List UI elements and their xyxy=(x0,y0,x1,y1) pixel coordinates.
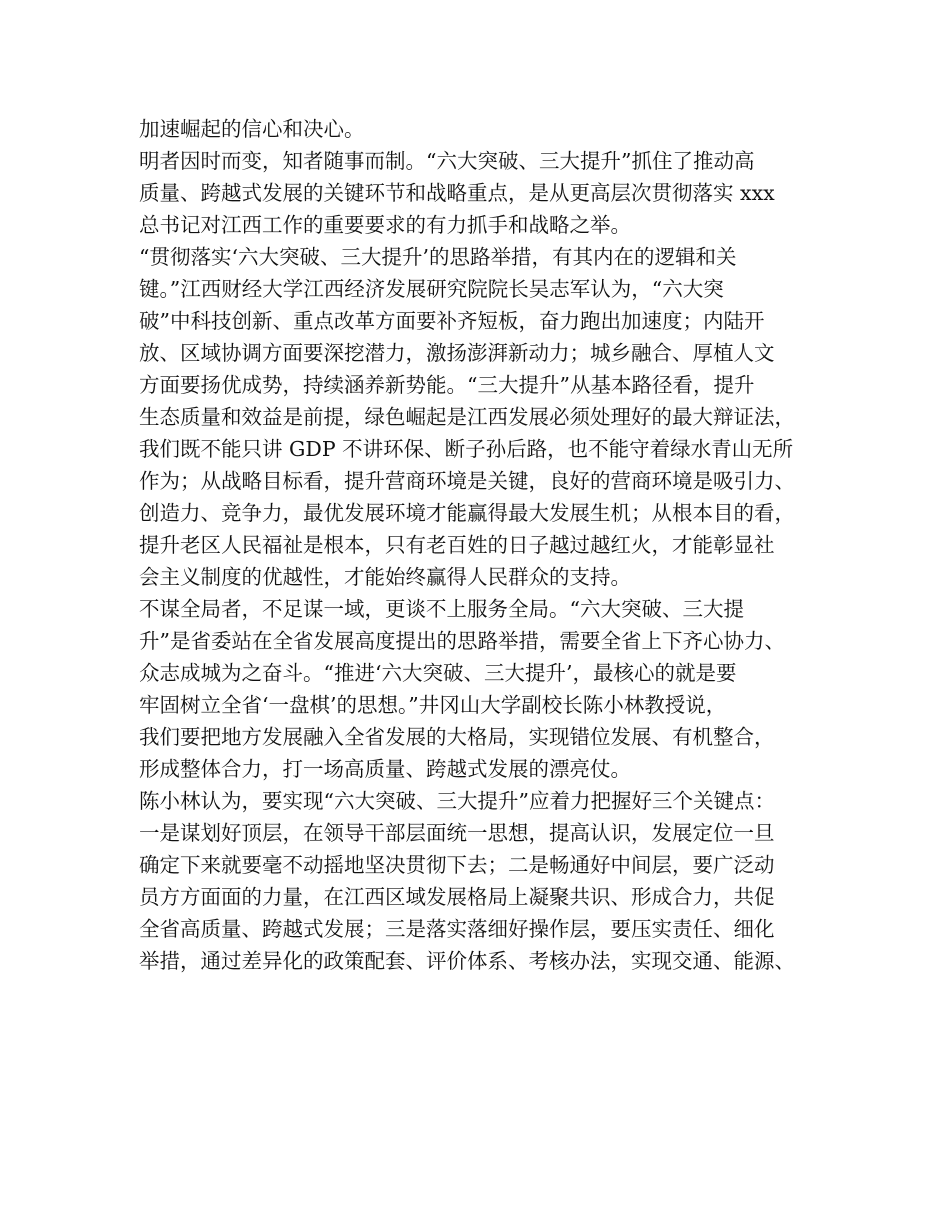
text-line: 一是谋划好顶层，在领导干部层面统一思想，提高认识，发展定位一旦 xyxy=(139,821,775,845)
text-line: 方面要扬优成势，持续涵养新势能。“三大提升”从基本路径看，提升 xyxy=(139,373,755,397)
text-line: 牢固树立全省‘一盘棋’的思想。”井冈山大学副校长陈小林教授说， xyxy=(139,693,727,717)
text-line: 作为；从战略目标看，提升营商环境是关键，良好的营商环境是吸引力、 xyxy=(139,469,795,493)
text-line: 举措，通过差异化的政策配套、评价体系、考核办法，实现交通、能源、 xyxy=(139,949,795,973)
text-line: 会主义制度的优越性，才能始终赢得人民群众的支持。 xyxy=(139,565,631,589)
text-line: 陈小林认为，要实现“六大突破、三大提升”应着力把握好三个关键点： xyxy=(139,789,775,813)
text-line: 全省高质量、跨越式发展；三是落实落细好操作层，要压实责任、细化 xyxy=(139,917,775,941)
text-line: 生态质量和效益是前提，绿色崛起是江西发展必须处理好的最大辩证法， xyxy=(139,405,795,429)
text-line: 创造力、竞争力，最优发展环境才能赢得最大发展生机；从根本目的看， xyxy=(139,501,795,525)
text-line: 键。”江西财经大学江西经济发展研究院院长吴志军认为，“六大突 xyxy=(139,277,724,301)
text-line: 员方方面面的力量，在江西区域发展格局上凝聚共识、形成合力，共促 xyxy=(139,885,775,909)
text-line: 确定下来就要毫不动摇地坚决贯彻下去；二是畅通好中间层，要广泛动 xyxy=(139,853,775,877)
text-line: 形成整体合力，打一场高质量、跨越式发展的漂亮仗。 xyxy=(139,757,631,781)
text-line: 加速崛起的信心和决心。 xyxy=(139,117,365,141)
text-line: 不谋全局者，不足谋一域，更谈不上服务全局。“六大突破、三大提 xyxy=(139,597,744,621)
text-line: 众志成城为之奋斗。“推进‘六大突破、三大提升’，最核心的就是要 xyxy=(139,661,737,685)
text-line: 破”中科技创新、重点改革方面要补齐短板，奋力跑出加速度；内陆开 xyxy=(139,309,765,333)
text-line: 明者因时而变，知者随事而制。“六大突破、三大提升”抓住了推动高 xyxy=(139,149,755,173)
text-line: 升”是省委站在全省发展高度提出的思路举措，需要全省上下齐心协力、 xyxy=(139,629,785,653)
text-line: 质量、跨越式发展的关键环节和战略重点，是从更高层次贯彻落实 xxx xyxy=(139,181,775,205)
text-line: 放、区域协调方面要深挖潜力，激扬澎湃新动力；城乡融合、厚植人文 xyxy=(139,341,775,365)
text-line: 提升老区人民福祉是根本，只有老百姓的日子越过越红火，才能彰显社 xyxy=(139,533,775,557)
document-body xyxy=(139,113,829,977)
text-line: 我们要把地方发展融入全省发展的大格局，实现错位发展、有机整合， xyxy=(139,725,775,749)
text-line: 我们既不能只讲 GDP 不讲环保、断子孙后路，也不能守着绿水青山无所 xyxy=(139,437,794,461)
text-line: “贯彻落实‘六大突破、三大提升’的思路举措，有其内在的逻辑和关 xyxy=(139,245,737,269)
text-line: 总书记对江西工作的重要要求的有力抓手和战略之举。 xyxy=(139,213,631,237)
